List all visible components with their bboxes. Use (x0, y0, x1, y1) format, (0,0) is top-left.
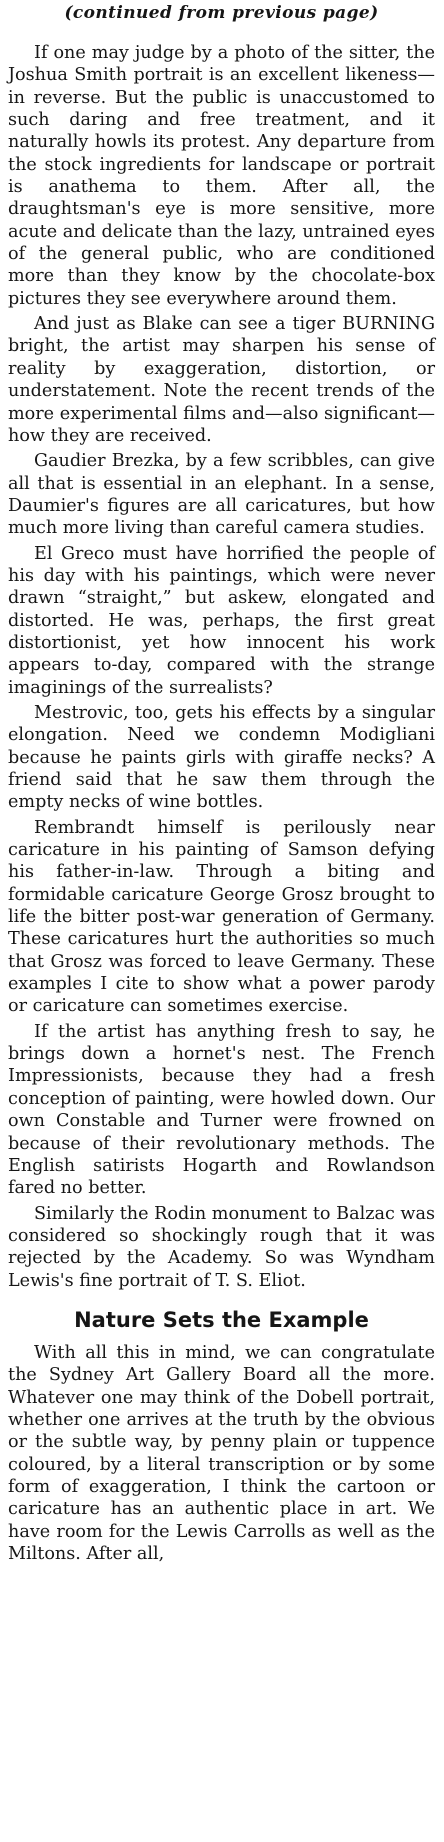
article-body-part2 (8, 1342, 435, 1565)
article-paragraph: El Greco must have horrified the people of his day with his paintings, which were never drawn “straight,” but askew, elongated and distorted. He was, perhaps, the first great distortionist, yet how innocent his work appears to-day, compared with the strange imaginings of the surrealists? (8, 543, 435, 698)
article-paragraph: With all this in mind, we can congratulate the Sydney Art Gallery Board all the more. Whatever one may think of the Dobell portrait, whether one arrives at the truth by the obvious or the subtle way, by penny plain or tuppence coloured, by a literal transcription or by some form of exaggeration, I think the cartoon or caricature has an authentic place in art. We have room for the Lewis Carrolls as well as the Miltons. After all, (8, 1342, 435, 1564)
article-paragraph: Rembrandt himself is perilously near caricature in his painting of Samson defying his father-in-law. Through a biting and formidable caricature George Grosz brought to life the bitter post-war generation of Germany. These caricatures hurt the authorities so much that Grosz was forced to leave Germany. These examples I cite to show what a power parody or caricature can sometimes exercise. (8, 817, 435, 1017)
article-body-part1 (8, 42, 435, 1292)
article-paragraph: Mestrovic, too, gets his effects by a singular elongation. Need we condemn Modigliani because he paints girls with giraffe necks? A friend said that he saw them through the empty necks of wine bottles. (8, 702, 435, 813)
continued-note: (continued from previous page) (64, 3, 379, 23)
article-paragraph: Gaudier Brezka, by a few scribbles, can give all that is essential in an elephant. In a sense, Daumier's figures are all caricatures, but how much more living than careful camera studies. (8, 451, 435, 539)
article-paragraph: And just as Blake can see a tiger BURNING bright, the artist may sharpen his sense of reality by exaggeration, distortion, or understatement. Note the recent trends of the more experimental films and—also significant—how they are received. (8, 314, 435, 446)
article-paragraph: Similarly the Rodin monument to Balzac was considered so shockingly rough that it was rejected by the Academy. So was Wyndham Lewis's fine portrait of T. S. Eliot. (8, 1203, 435, 1291)
article-paragraph: If one may judge by a photo of the sitter, the Joshua Smith portrait is an excellent likeness—in reverse. But the public is unaccustomed to such daring and free treatment, and it naturally howls its protest. Any departure from the stock ingredients for landscape or portrait is anathema to them. After all, the draughtsman's eye is more sensitive, more acute and delicate than the lazy, untrained eyes of the general public, who are conditioned more than they know by the chocolate-box pictures they see everywhere around them. (8, 43, 435, 309)
article-paragraph: If the artist has anything fresh to say, he brings down a hornet's nest. The French Impressionists, because they had a fresh conception of painting, were howled down. Our own Constable and Turner were frowned on because of their revolutionary methods. The English satirists Hogarth and Rowlandson fared no better. (8, 1021, 435, 1199)
section-subheading: Nature Sets the Example (74, 1307, 369, 1332)
